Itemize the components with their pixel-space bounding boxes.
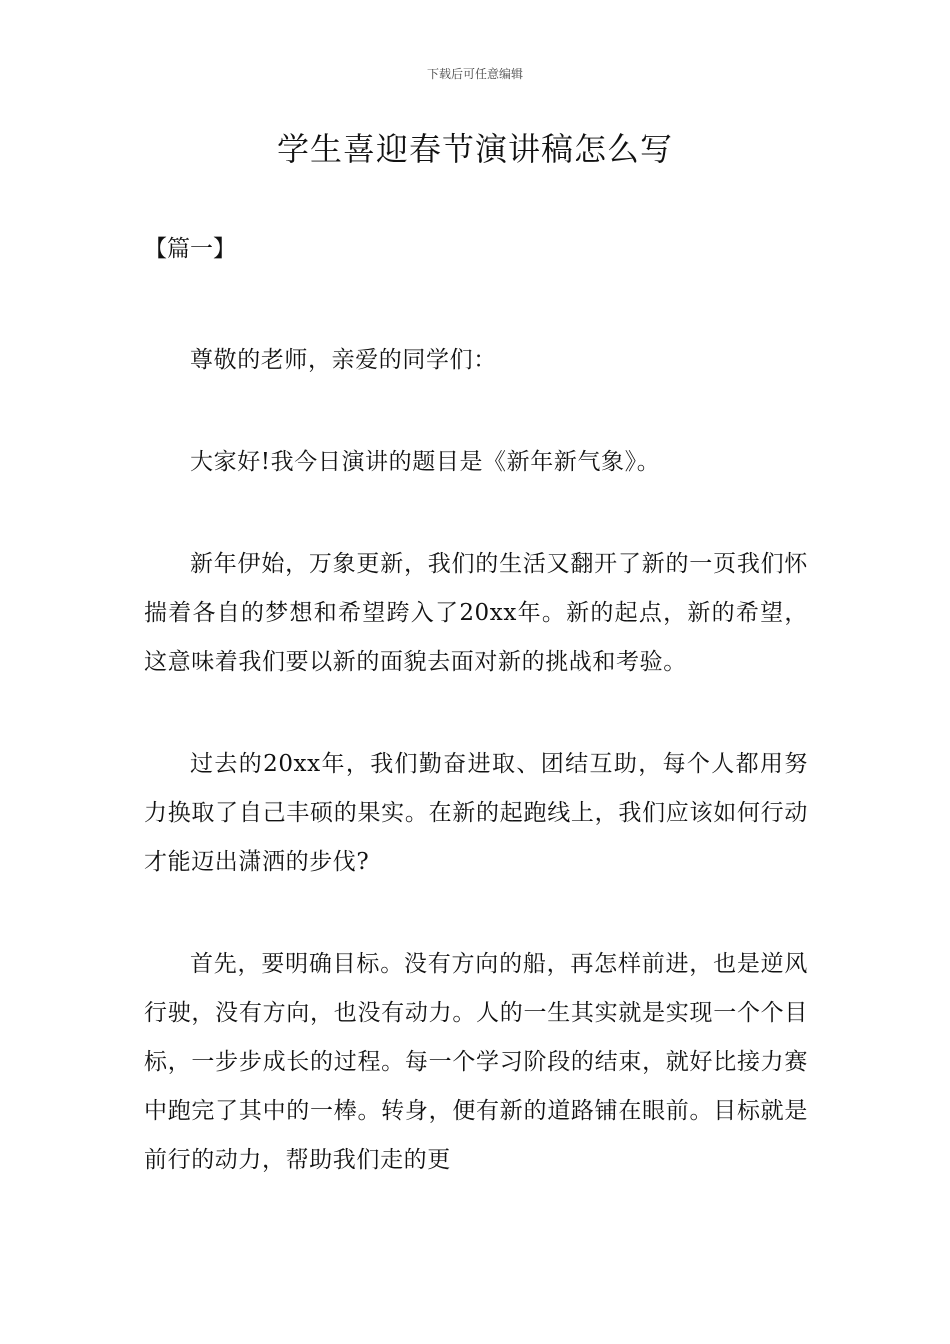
paragraph-goals: 首先，要明确目标。没有方向的船，再怎样前进，也是逆风行驶，没有方向，也没有动力。人的一生其实就是实现一个个目标，一步步成长的过程。每一个学习阶段的结束，就好比接力赛中跑完了其中的一棒。转身，便有新的道路铺在眼前。目标就是前行的动力，帮助我们走的更 [144, 951, 808, 1173]
document-title: 学生喜迎春节演讲稿怎么写 [276, 130, 673, 168]
header-note: 下载后可任意编辑 [426, 67, 523, 81]
paragraph-new-year: 新年伊始，万象更新，我们的生活又翻开了新的一页我们怀揣着各自的梦想和希望跨入了20xx年。新的起点，新的希望，这意味着我们要以新的面貌去面对新的挑战和考验。 [144, 551, 808, 675]
paragraph-past-year: 过去的20xx年，我们勤奋进取、团结互助，每个人都用努力换取了自己丰硕的果实。在新的起跑线上，我们应该如何行动才能迈出潇洒的步伐? [144, 751, 808, 875]
section-label: 【篇一】 [144, 236, 236, 262]
paragraph-greeting: 大家好!我今日演讲的题目是《新年新气象》。 [190, 449, 661, 475]
document-body [144, 336, 808, 1185]
paragraph-salutation: 尊敬的老师，亲爱的同学们： [190, 347, 497, 373]
